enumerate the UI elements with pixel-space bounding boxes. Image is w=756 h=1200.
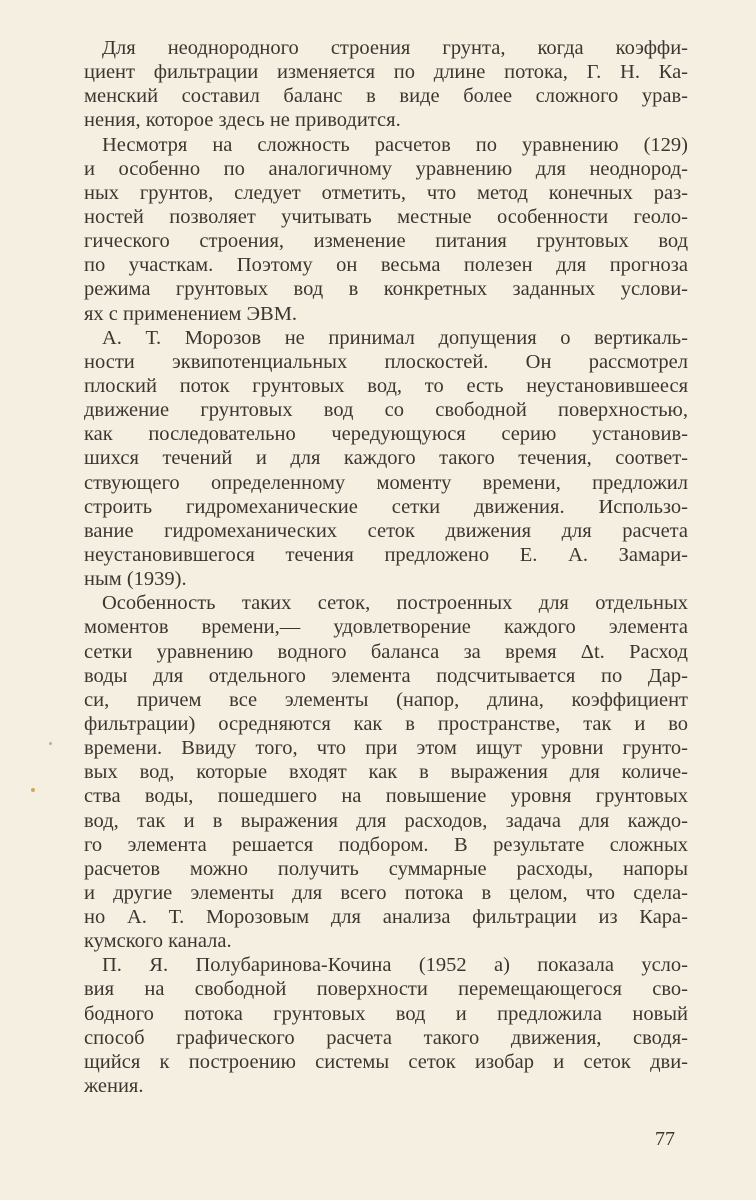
text-line: режима грунтовых вод в конкретных заданных услови- bbox=[84, 278, 688, 301]
paragraph bbox=[84, 953, 688, 1098]
text-line: ностей позволяет учитывать местные особенности геоло- bbox=[84, 205, 688, 228]
text-line: Для неоднородного строения грунта, когда коэффи- bbox=[102, 37, 688, 59]
text-line: шихся течений и для каждого такого течения, соответ- bbox=[84, 447, 688, 470]
text-line: гического строения, изменение питания грунтовых вод bbox=[84, 230, 688, 253]
text-line: сетки уравнению водного баланса за время Δt. Расход bbox=[84, 640, 688, 663]
text-line: но А. Т. Морозовым для анализа фильтрации из Кара- bbox=[84, 906, 688, 929]
paragraph bbox=[84, 36, 688, 133]
text-line: неустановившегося течения предложено Е. А. Замари- bbox=[84, 543, 688, 566]
text-line: строить гидромеханические сетки движения. Использо- bbox=[84, 495, 688, 518]
text-line: и особенно по аналогичному уравнению для неоднород- bbox=[84, 157, 688, 180]
page-number: 77 bbox=[655, 1128, 675, 1150]
text-line: времени. Ввиду того, что при этом ищут уровни грунто- bbox=[84, 737, 688, 760]
text-line: плоский поток грунтовых вод, то есть неустановившееся bbox=[84, 374, 688, 397]
text-line: как последовательно чередующуюся серию установив- bbox=[84, 423, 688, 446]
text-line: ных грунтов, следует отметить, что метод конечных раз- bbox=[84, 181, 688, 204]
paragraph bbox=[84, 326, 688, 592]
text-line: фильтрации) осредняются как в пространстве, так и во bbox=[84, 712, 688, 735]
text-line: А. Т. Морозов не принимал допущения о вертикаль- bbox=[102, 326, 688, 349]
text-line: воды для отдельного элемента подсчитывается по Дар- bbox=[84, 664, 688, 687]
text-line: Особенность таких сеток, построенных для отдельных bbox=[102, 592, 688, 615]
text-line: циент фильтрации изменяется по длине потока, Г. Н. Ка- bbox=[84, 61, 688, 84]
paragraph bbox=[84, 591, 688, 953]
text-line: кумского канала. bbox=[84, 930, 232, 953]
text-line: способ графического расчета такого движения, сводя- bbox=[84, 1026, 688, 1049]
text-line: менский составил баланс в виде более сложного урав- bbox=[84, 85, 688, 108]
text-line: по участкам. Поэтому он весьма полезен для прогноза bbox=[84, 254, 688, 277]
print-speck bbox=[31, 788, 35, 792]
text-line: вание гидромеханических сеток движения для расчета bbox=[84, 519, 688, 542]
text-line: си, причем все элементы (напор, длина, коэффициент bbox=[84, 688, 688, 711]
text-line: и другие элементы для всего потока в целом, что сдела- bbox=[84, 881, 688, 904]
text-line: жения. bbox=[84, 1075, 144, 1098]
text-line: расчетов можно получить суммарные расходы, напоры bbox=[84, 857, 688, 880]
text-line: ным (1939). bbox=[84, 568, 187, 591]
text-line: нения, которое здесь не приводится. bbox=[84, 109, 401, 132]
text-line: Несмотря на сложность расчетов по уравнению (129) bbox=[102, 133, 688, 156]
text-line: го элемента решается подбором. В результате сложных bbox=[84, 833, 688, 856]
text-line: моментов времени,— удовлетворение каждого элемента bbox=[84, 616, 688, 639]
text-line: движение грунтовых вод со свободной поверхностью, bbox=[84, 399, 688, 422]
text-line: вых вод, которые входят как в выражения для количе- bbox=[84, 761, 688, 784]
text-line: ствующего определенному моменту времени, предложил bbox=[84, 471, 688, 494]
text-line: П. Я. Полубаринова-Кочина (1952 а) показала усло- bbox=[102, 954, 688, 977]
paragraph bbox=[84, 133, 688, 326]
print-speck bbox=[49, 742, 52, 745]
text-line: ства воды, пошедшего на повышение уровня грунтовых bbox=[84, 785, 688, 808]
text-line: вия на свободной поверхности перемещающегося сво- bbox=[84, 978, 688, 1001]
text-line: ях с применением ЭВМ. bbox=[84, 302, 298, 325]
text-line: бодного потока грунтовых вод и предложила новый bbox=[84, 1002, 688, 1025]
body-text bbox=[84, 36, 688, 1098]
text-line: вод, так и в выражения для расходов, задача для каждо- bbox=[84, 809, 688, 832]
text-line: щийся к построению системы сеток изобар и сеток дви- bbox=[84, 1050, 688, 1073]
text-line: ности эквипотенциальных плоскостей. Он рассмотрел bbox=[84, 350, 688, 373]
